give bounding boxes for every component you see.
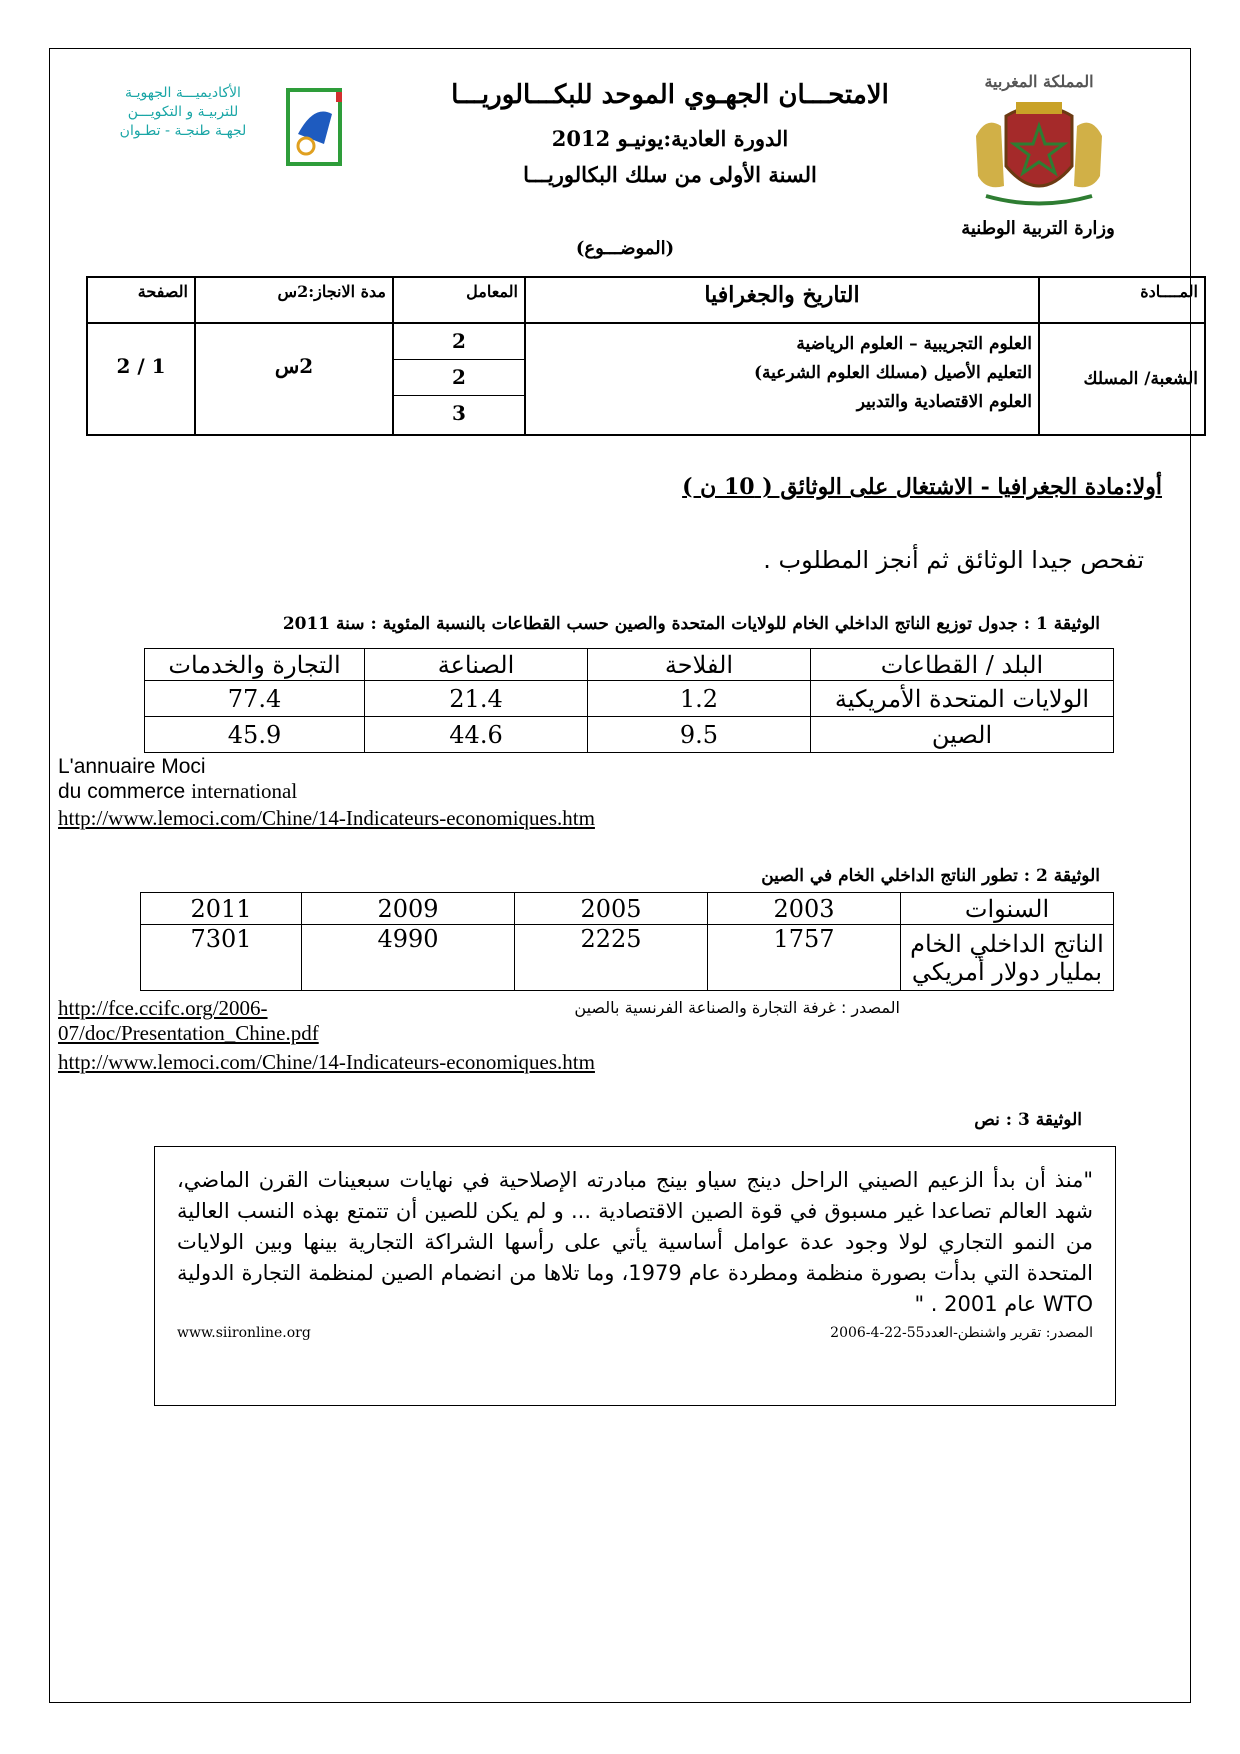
table-cell: 1757 [708, 925, 901, 991]
kingdom-label: المملكة المغربية [984, 72, 1094, 91]
level-line: السنة الأولى من سلك البكالوريـــا [523, 162, 817, 187]
academy-logo [90, 82, 346, 174]
coef-value: 2 [394, 324, 524, 360]
duration-header-cell: مدة الانجاز:2س [195, 277, 393, 323]
doc1-table [144, 648, 1114, 753]
doc3-text: "منذ أن بدأ الزعيم الصيني الراحل دينج سياو بينج مبادرته الإصلاحية في نهايات سبعينات القرن الماضي، شهد العالم تصاعدا غير مسبوق في قوة الصين الاقتصادية ... و لم يكن للصين أن تتمتع بهذه النسب العالية من النمو التجاري لولا وجود عدة عوامل أساسية يأتي على رأسها الشراكة التجارية بينها وبين الولايات المتحدة التي بدأت بصورة منظمة ومطردة عام 1979، وما تلاها من انضمام الصين لمنظمة التجارة الدولية WTO عام 2001 . " [177, 1168, 1093, 1316]
coef-value: 3 [452, 401, 466, 425]
subject-label: (الموضـــوع) [575, 238, 675, 259]
instruction-text: تفحص جيدا الوثائق ثم أنجز المطلوب . [763, 546, 1144, 574]
subject-cell: التاريخ والجغرافيا [525, 277, 1039, 323]
table-header-cell: 2011 [141, 893, 302, 925]
doc3-website: www.siironline.org [177, 1325, 311, 1341]
table-cell: 7301 [141, 925, 302, 991]
table-cell: الصين [811, 717, 1114, 753]
doc3-source: المصدر: تقرير واشنطن-العدد55-22-4-2006 [830, 1325, 1093, 1341]
table-header-cell: السنوات [901, 893, 1114, 925]
table-header-cell: البلد / القطاعات [811, 649, 1114, 681]
table-cell: 45.9 [145, 717, 365, 753]
table-row [141, 893, 1114, 925]
table-cell: 4990 [302, 925, 515, 991]
table-cell: 77.4 [145, 681, 365, 717]
table-cell: 2225 [515, 925, 708, 991]
ministry-label: وزارة التربية الوطنية [961, 218, 1115, 239]
doc2-source: المصدر : غرفة التجارة والصناعة الفرنسية بالصين [574, 998, 900, 1017]
academy-emblem-icon [284, 84, 346, 168]
table-cell: الناتج الداخلي الخام بمليار دولار أمريكي [901, 925, 1114, 991]
table-cell: 9.5 [588, 717, 811, 753]
coef-values-cell [393, 323, 525, 435]
coat-of-arms-icon [966, 96, 1112, 216]
stream-item: التعليم الأصيل (مسلك العلوم الشرعية) [753, 363, 1032, 383]
table-cell: 21.4 [365, 681, 588, 717]
academy-name: الأكاديميـــة الجهويـة للتربيـة و التكويـــن لجهـة طنجـة - تطـوان [119, 85, 247, 139]
exam-title: الامتحـــان الجهـوي الموحد للبكـــالوريـــا [451, 80, 889, 110]
table-header-cell: 2003 [708, 893, 901, 925]
stream-item: العلوم الاقتصادية والتدبير [856, 392, 1032, 412]
coef-header-cell: المعامل [393, 277, 525, 323]
doc2-link2[interactable]: http://www.lemoci.com/Chine/14-Indicateurs-economiques.htm [58, 1050, 595, 1074]
kingdom-emblem [966, 68, 1112, 216]
stream-label-cell: الشعبة/ المسلك [1039, 323, 1205, 435]
page-header-cell: الصفحة [87, 277, 195, 323]
table-row [141, 925, 1114, 991]
exam-info-table [86, 276, 1206, 436]
doc2-table [140, 892, 1114, 991]
table-cell: 44.6 [365, 717, 588, 753]
table-cell: 1.2 [588, 681, 811, 717]
table-header-cell: الفلاحة [588, 649, 811, 681]
doc2-title: الوثيقة 2 : تطور الناتج الداخلي الخام في الصين [761, 866, 1100, 886]
page-number-cell: 2 / 1 [87, 323, 195, 435]
table-header-cell: الصناعة [365, 649, 588, 681]
subject-label-cell: المــــادة [1039, 277, 1205, 323]
coef-value: 2 [394, 360, 524, 396]
doc2-link1[interactable]: http://fce.ccifc.org/2006- 07/doc/Presentation_Chine.pdf [58, 996, 319, 1045]
doc1-source: L'annuaire Moci du commerce international [58, 755, 298, 803]
doc1-link[interactable]: http://www.lemoci.com/Chine/14-Indicateurs-economiques.htm [58, 806, 595, 830]
table-header-cell: التجارة والخدمات [145, 649, 365, 681]
table-cell: الولايات المتحدة الأمريكية [811, 681, 1114, 717]
session-line: الدورة العادية:يونيـو 2012 [551, 126, 789, 151]
stream-item: العلوم التجريبية – العلوم الرياضية [796, 334, 1032, 354]
doc3-title: الوثيقة 3 : نص [974, 1110, 1082, 1130]
section-title: أولا:مادة الجغرافيا - الاشتغال على الوثائق ( 10 ن ) [682, 474, 1162, 500]
table-header-cell: 2005 [515, 893, 708, 925]
doc1-title: الوثيقة 1 : جدول توزيع الناتج الداخلي الخام للولايات المتحدة والصين حسب القطاعات بالنسبة المئوية : سنة 2011 [282, 614, 1100, 634]
duration-cell: 2س [195, 323, 393, 435]
doc3-text-box [154, 1146, 1116, 1406]
table-row [145, 681, 1114, 717]
table-header-cell: 2009 [302, 893, 515, 925]
streams-cell [525, 323, 1039, 435]
table-row [145, 717, 1114, 753]
